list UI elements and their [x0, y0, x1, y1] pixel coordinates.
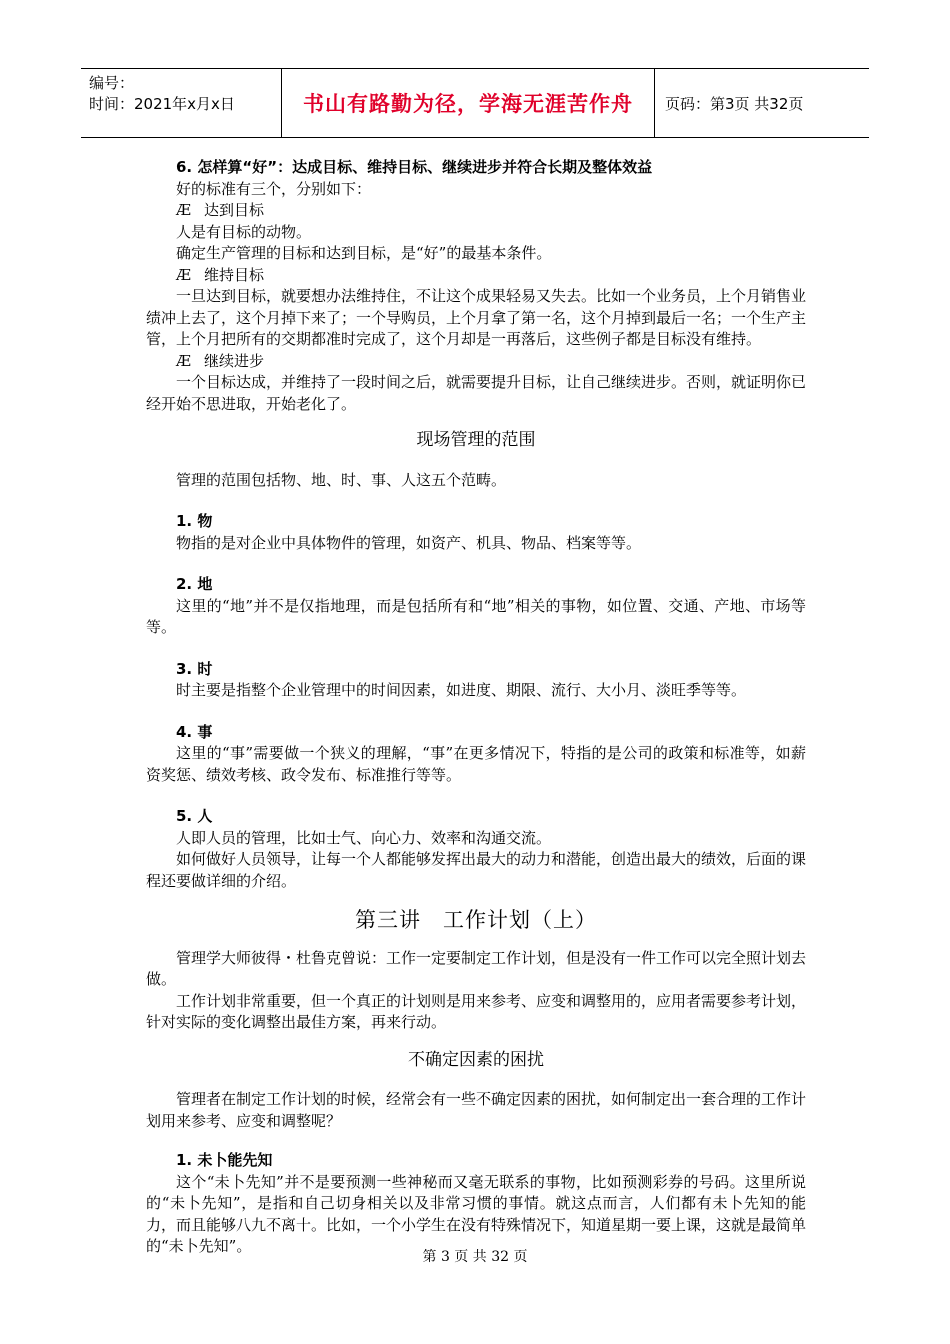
item-heading: 2. 地 — [176, 575, 213, 593]
subsection-heading: 6. 怎样算“好”：达成目标、维持目标、继续进步并符合长期及整体效益 — [176, 158, 653, 176]
paragraph: 管理学大师彼得・杜鲁克曾说：工作一定要制定工作计划，但是没有一件工作可以完全照计划去做。 — [146, 948, 807, 988]
bullet-heading — [146, 265, 806, 287]
header-page-number: 页码：第3页 共32页 — [665, 94, 804, 113]
item-heading: 1. 未卜能先知 — [176, 1151, 273, 1169]
page-footer: 第 3 页 共 32 页 — [422, 1249, 528, 1265]
paragraph: 工作计划非常重要，但一个真正的计划则是用来参考、应变和调整用的，应用者需要参考计划，针对实际的变化调整出最佳方案，再来行动。 — [146, 991, 807, 1031]
paragraph: 一旦达到目标，就要想办法维持住，不让这个成果轻易又失去。比如一个业务员，上个月销售业绩冲上去了，这个月掉下来了；一个导购员，上个月拿了第一名，这个月掉到最后一名；一个生产主管，上个月把所有的交期都准时完成了，这个月却是一再落后，这些例子都是目标没有维持。 — [146, 287, 807, 348]
bullet-heading — [146, 200, 806, 222]
item-heading: 5. 人 — [176, 807, 213, 825]
document-date-label: 时间：2021年x月x日 — [89, 95, 235, 113]
paragraph: 人是有目标的动物。 — [176, 222, 312, 241]
header-meta-cell — [81, 69, 282, 137]
paragraph: 这里的“事”需要做一个狭义的理解，“事”在更多情况下，特指的是公司的政策和标准等，如薪资奖惩、绩效考核、政令发布、标准推行等等。 — [146, 744, 806, 784]
paragraph: 管理者在制定工作计划的时候，经常会有一些不确定因素的困扰，如何制定出一套合理的工作计划用来参考、应变和调整呢？ — [146, 1090, 807, 1130]
item-heading: 3. 时 — [176, 659, 213, 678]
paragraph: 时主要是指整个企业管理中的时间因素，如进度、期限、流行、大小月、淡旺季等等。 — [176, 681, 747, 699]
bullet-heading — [146, 351, 806, 373]
document-number-label: 编号： — [89, 74, 135, 92]
bullet-text: 继续进步 — [204, 351, 265, 370]
bullet-marker: Æ — [176, 201, 192, 219]
header-motto: 书山有路勤为径，学海无涯苦作舟 — [282, 69, 655, 137]
paragraph: 这里的“地”并不是仅指地理，而是包括所有和“地”相关的事物，如位置、交通、产地、市场等等。 — [146, 596, 806, 636]
item-heading: 4. 事 — [176, 722, 213, 741]
document-body — [146, 157, 806, 1258]
paragraph: 确定生产管理的目标和达到目标，是“好”的最基本条件。 — [176, 244, 552, 262]
bullet-marker: Æ — [176, 351, 192, 370]
paragraph: 管理的范围包括物、地、时、事、人这五个范畴。 — [176, 470, 507, 489]
page-header — [81, 68, 869, 138]
paragraph: 这个“未卜先知”并不是要预测一些神秘而又毫无联系的事物，比如预测彩券的号码。这里所说的“未卜先知”，是指和自己切身相关以及非常习惯的事情。就这点而言，人们都有未卜先知的能力，而且能够八九不离十。比如，一个小学生在没有特殊情况下，知道星期一要上课，这就是最简单的“未卜先知”。 — [146, 1172, 807, 1255]
paragraph: 一个目标达成，并维持了一段时间之后，就需要提升目标，让自己继续进步。否则，就证明你已经开始不思进取，开始老化了。 — [146, 373, 807, 413]
paragraph: 人即人员的管理，比如士气、向心力、效率和沟通交流。 — [176, 828, 552, 847]
paragraph: 如何做好人员领导，让每一个人都能够发挥出最大的动力和潜能，创造出最大的绩效，后面的课程还要做详细的介绍。 — [146, 850, 807, 890]
lecture-title: 第三讲 工作计划（上） — [355, 908, 597, 932]
section-title: 现场管理的范围 — [416, 430, 536, 450]
bullet-text: 达到目标 — [204, 201, 265, 219]
paragraph: 好的标准有三个，分别如下： — [176, 179, 372, 198]
section-title: 不确定因素的困扰 — [408, 1049, 544, 1070]
bullet-marker: Æ — [176, 265, 192, 284]
paragraph: 物指的是对企业中具体物件的管理，如资产、机具、物品、档案等等。 — [176, 533, 642, 552]
bullet-text: 维持目标 — [204, 265, 265, 284]
item-heading: 1. 物 — [176, 512, 213, 530]
